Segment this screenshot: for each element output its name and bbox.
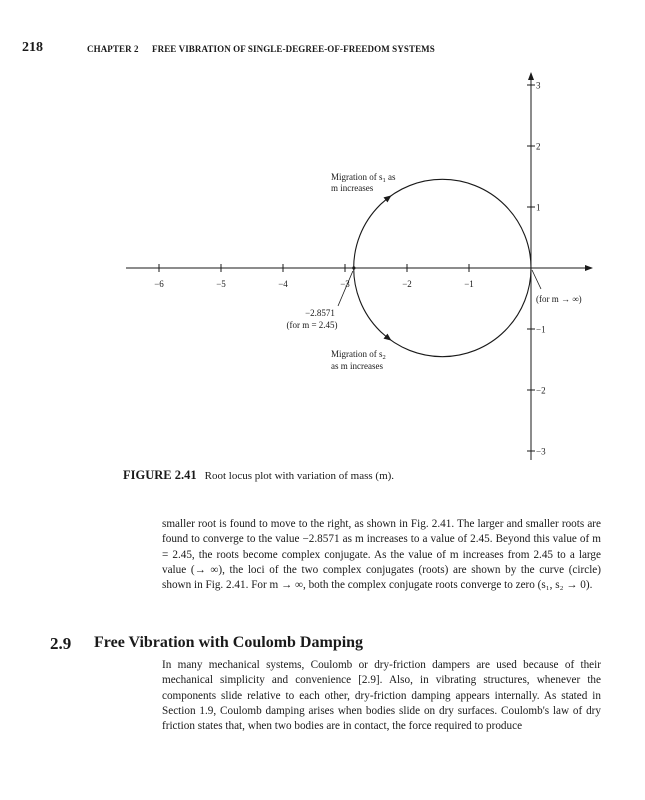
figure-caption-text: Root locus plot with variation of mass (m). <box>204 470 395 482</box>
paragraph-coulomb: In many mechanical systems, Coulomb or dry-friction dampers are used because of their mechanical simplicity and convenience [2.9]. Also, in vibrating structures, whenever the components slide relative to each other, dry-friction damping appears internally. As stated in Section 1.9, Coulomb damping arises when bodies slide on dry surfaces. Coulomb's law of dry friction states that, when two bodies are in contact, the force required to produce <box>162 659 601 733</box>
upper-migration-label: Migration of $s_1$ as <box>331 172 396 184</box>
point-value-label: −2.8571 <box>305 308 335 318</box>
axes <box>126 73 592 460</box>
breakaway-point <box>352 266 355 269</box>
lower-migration-label-2: as m increases <box>331 361 383 371</box>
x-tick-label: −2 <box>402 279 412 289</box>
y-tick-label: −1 <box>536 324 546 335</box>
running-title: FREE VIBRATION OF SINGLE-DEGREE-OF-FREEDOM SYSTEMS <box>152 44 435 54</box>
x-tick-label: −5 <box>216 279 226 289</box>
y-tick-label: 1 <box>536 202 541 213</box>
page-number: 218 <box>22 40 43 55</box>
figure-caption <box>123 468 394 483</box>
y-tick-label: 2 <box>536 141 541 152</box>
y-tick-label: −3 <box>536 446 546 457</box>
x-tick-label: −6 <box>154 279 164 289</box>
paragraph-continued: smaller root is found to move to the right, as shown in Fig. 2.41. The larger and smaller roots are found to converge to the value −2.8571 as m increases to a value of 2.45. Beyond this value of m = 2.45, the roots become complex conjugate. As the value of m increases from 2.45 to a large value (→ ∞), the loci of the two complex conjugates (roots) are shown by the curve (circle) shown in Fig. 2.41. For m → ∞, both the complex conjugate roots converge to zero (s₁, s₂ → 0). <box>162 518 601 592</box>
y-tick-label: −2 <box>536 385 546 396</box>
lower-migration-label: Migration of $s_2$ <box>331 349 386 361</box>
chapter-label: CHAPTER 2 <box>87 44 139 54</box>
figure-number: FIGURE 2.41 <box>123 468 197 482</box>
section-title: Free Vibration with Coulomb Damping <box>94 634 364 651</box>
origin-leader-line <box>532 270 541 289</box>
section-number: 2.9 <box>50 634 72 653</box>
upper-migration-label-2: m increases <box>331 183 374 193</box>
y-tick-label: 3 <box>536 80 541 91</box>
x-tick-label: −4 <box>278 279 288 289</box>
x-tick-label: −3 <box>340 279 350 289</box>
point-condition-label: (for m = 2.45) <box>286 320 338 330</box>
origin-note-label: (for m → ∞) <box>536 294 582 304</box>
x-tick-label: −1 <box>464 279 474 289</box>
